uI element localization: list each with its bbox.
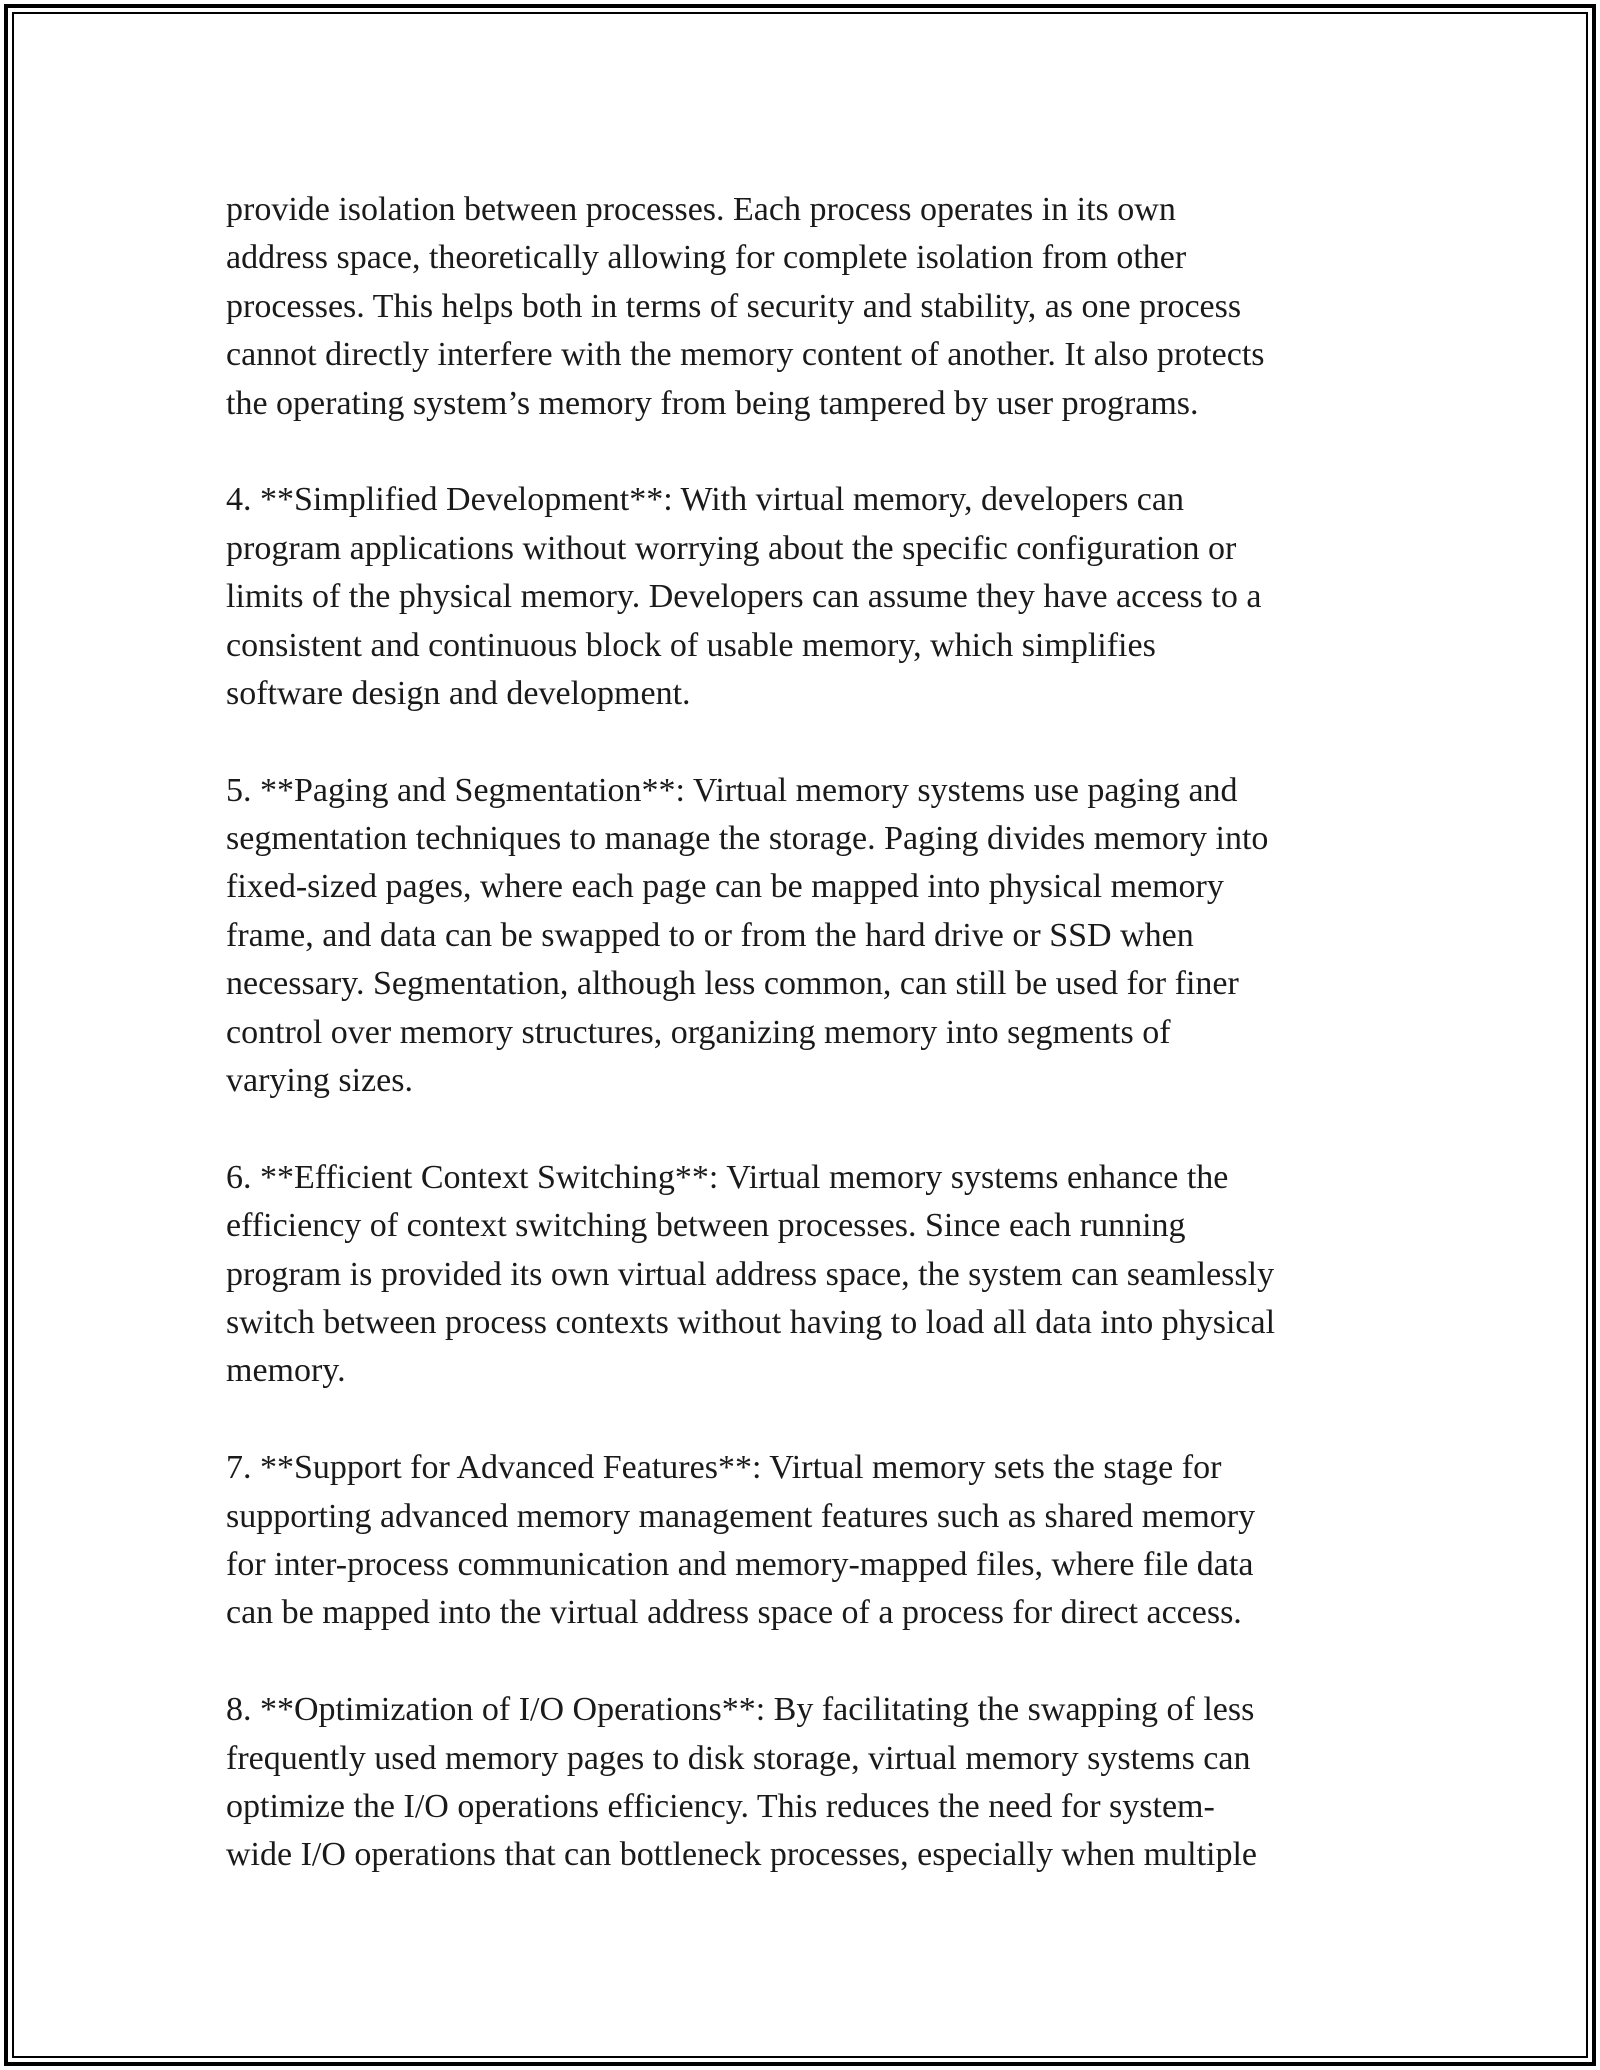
text-line: can be mapped into the virtual address space of a process for direct access. <box>226 1594 1242 1632</box>
text-line: fixed-sized pages, where each page can be mapped into physical memory <box>226 868 1224 906</box>
text-line: switch between process contexts without having to load all data into physical <box>226 1303 1276 1341</box>
text-line: 6. **Efficient Context Switching**: Virtual memory systems enhance the <box>226 1158 1229 1196</box>
paragraph-isolation <box>226 186 1376 428</box>
paragraph-advanced-features <box>226 1444 1376 1638</box>
text-line: wide I/O operations that can bottleneck processes, especially when multiple <box>226 1836 1258 1874</box>
text-line: software design and development. <box>226 674 691 712</box>
paragraph-context-switching <box>226 1154 1376 1396</box>
text-line: optimize the I/O operations efficiency. This reduces the need for system- <box>226 1787 1215 1825</box>
text-line: limits of the physical memory. Developers can assume they have access to a <box>226 578 1262 616</box>
text-line: cannot directly interfere with the memory content of another. It also protects <box>226 336 1265 374</box>
text-line: memory. <box>226 1352 346 1390</box>
text-line: for inter-process communication and memory-mapped files, where file data <box>226 1545 1254 1583</box>
text-line: address space, theoretically allowing for complete isolation from other <box>226 239 1187 277</box>
text-line: control over memory structures, organizing memory into segments of <box>226 1013 1171 1051</box>
text-line: 4. **Simplified Development**: With virtual memory, developers can <box>226 481 1184 519</box>
paragraph-io-optimization <box>226 1686 1376 1880</box>
text-line: varying sizes. <box>226 1062 413 1100</box>
text-line: consistent and continuous block of usable memory, which simplifies <box>226 626 1156 664</box>
text-line: efficiency of context switching between processes. Since each running <box>226 1207 1186 1245</box>
text-line: frame, and data can be swapped to or from the hard drive or SSD when <box>226 916 1194 954</box>
text-line: the operating system’s memory from being tampered by user programs. <box>226 384 1199 422</box>
paragraph-paging-segmentation <box>226 767 1376 1106</box>
text-line: 5. **Paging and Segmentation**: Virtual memory systems use paging and <box>226 771 1238 809</box>
text-line: 8. **Optimization of I/O Operations**: By facilitating the swapping of less <box>226 1691 1255 1729</box>
text-line: program applications without worrying about the specific configuration or <box>226 529 1237 567</box>
text-line: processes. This helps both in terms of security and stability, as one process <box>226 287 1242 325</box>
text-line: necessary. Segmentation, although less common, can still be used for finer <box>226 965 1239 1003</box>
text-line: supporting advanced memory management features such as shared memory <box>226 1497 1256 1535</box>
text-line: program is provided its own virtual address space, the system can seamlessly <box>226 1255 1275 1293</box>
document-body <box>226 186 1376 1880</box>
text-line: provide isolation between processes. Each process operates in its own <box>226 191 1176 228</box>
text-line: frequently used memory pages to disk storage, virtual memory systems can <box>226 1739 1251 1777</box>
text-line: segmentation techniques to manage the storage. Paging divides memory into <box>226 820 1269 858</box>
paragraph-simplified-development <box>226 476 1376 718</box>
text-line: 7. **Support for Advanced Features**: Virtual memory sets the stage for <box>226 1449 1222 1487</box>
